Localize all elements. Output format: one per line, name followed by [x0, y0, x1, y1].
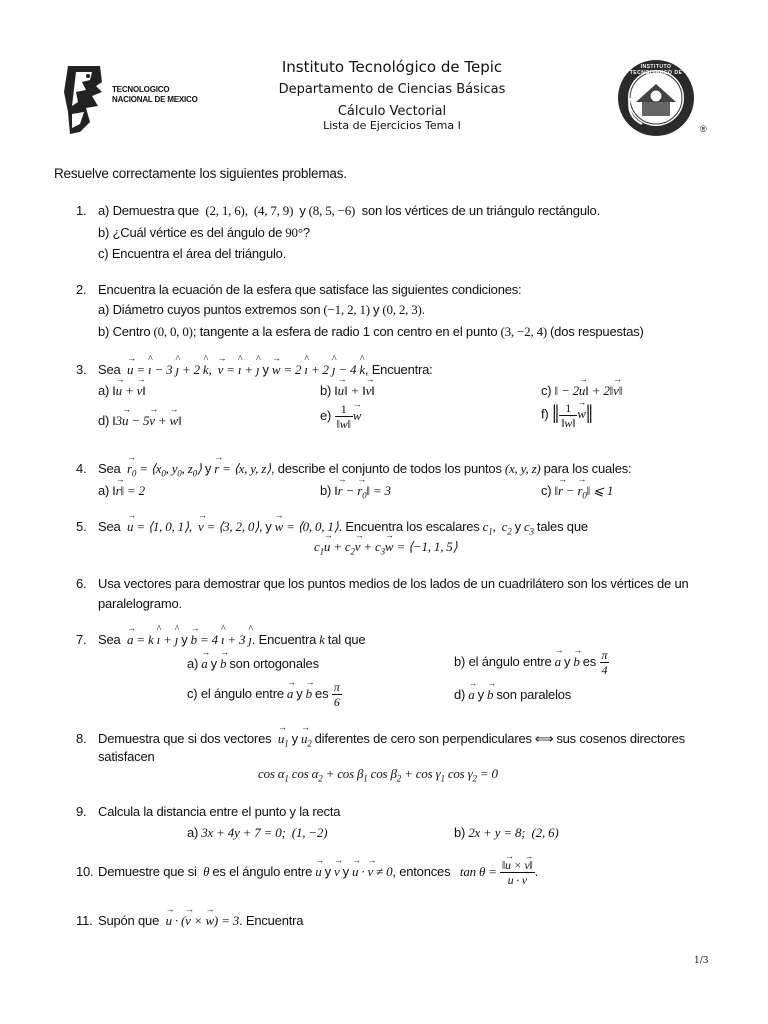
problem-number: 8.: [76, 731, 87, 746]
math: θ: [200, 863, 213, 879]
text: Sea: [98, 461, 121, 476]
math: (0, 2, 3).: [379, 302, 425, 317]
text: y: [262, 362, 269, 377]
math: (8, 5, −6): [305, 203, 359, 218]
math: (2, 1, 6), (4, 7, 9): [202, 203, 300, 218]
math: 3x + 4y + 7 = 0; (1, −2): [198, 825, 328, 840]
text: . Encuentra los escalares: [338, 519, 480, 534]
tecnm-logo: [58, 60, 198, 140]
text: es: [582, 653, 597, 669]
math: ‖: [585, 400, 593, 429]
math: → a = k ^ ı + ^ ȷ: [124, 632, 181, 647]
text: y: [204, 461, 212, 476]
math: → $u_1$: [275, 731, 292, 746]
math: ‖3→ u − 5→ v + → w‖: [109, 413, 181, 428]
text: a): [98, 483, 110, 498]
problem-3-b: [320, 383, 375, 399]
problem-4-b: [320, 483, 391, 501]
text: tal que: [327, 632, 366, 647]
text: a): [187, 825, 199, 840]
problem-8-equation: $\cos \alpha_1$ $\cos \alpha_2 + \cos \beta_1$ $\cos \beta_2 + \cos \gamma_1$ $\cos \gamma_2 = 0$: [258, 766, 498, 784]
text: . Encuentra: [239, 913, 304, 928]
text: y: [514, 519, 521, 534]
problem-1-line-a: [76, 203, 600, 219]
text: es: [315, 685, 329, 701]
text: c): [541, 483, 552, 498]
text: b): [320, 483, 332, 498]
problem-8-line-2: satisfacen: [98, 749, 155, 764]
problem-2-line-b: [98, 324, 644, 340]
text: , entonces: [392, 863, 451, 879]
math: → u = ⟨1, 0, 1⟩, → v = ⟨3, 2, 0⟩,: [124, 519, 265, 534]
institute-title: Instituto Tecnológico de Tepic: [281, 58, 503, 76]
text: b) ¿Cuál vértice es del ángulo de: [98, 225, 283, 240]
math: ‖→ u‖ + ‖→ v‖: [331, 383, 374, 398]
itt-seal: [614, 58, 710, 138]
math: → w = 2 ^ ı + 2 ^ ȷ − 4 ^ k: [269, 362, 365, 377]
text: ; tangente a la esfera de radio 1 con centro en el punto: [192, 324, 498, 339]
text: son paralelos: [496, 687, 572, 702]
math: → b: [303, 686, 315, 701]
fraction: $\frac{1}{‖\to w‖}$: [335, 402, 353, 431]
text: b): [454, 825, 466, 840]
fraction: $\frac{1}{‖\to w‖}$: [559, 401, 577, 430]
text: y: [372, 302, 380, 317]
math: ‖→ r − → $r_0‖$ ⩽ 1: [551, 483, 613, 498]
text: Demuestra que si dos vectores: [98, 731, 272, 746]
math: → w = ⟨0, 0, 1⟩: [272, 519, 339, 534]
problem-3-f: [541, 400, 593, 430]
problem-7-c: [187, 680, 342, 709]
problem-number: 4.: [76, 461, 87, 476]
math: 2x + y = 8; (2, 6): [465, 825, 559, 840]
problem-4-title: [76, 461, 631, 479]
math: ‖ − 2→ u‖ + 2‖→ v‖: [551, 383, 622, 398]
text: Sea: [98, 362, 121, 377]
problem-number: 10.: [76, 863, 94, 879]
math: ‖→ u + → v‖: [109, 383, 146, 398]
problem-6-line-2: paralelogramo.: [98, 596, 182, 611]
problem-number: 9.: [76, 804, 87, 819]
text: son los vértices de un triángulo rectángulo.: [361, 203, 600, 218]
text: y: [299, 203, 306, 218]
problem-7-b: [454, 648, 609, 677]
text: y: [291, 731, 298, 746]
text: tales que: [536, 519, 588, 534]
math: → w: [353, 408, 361, 423]
text: a): [187, 656, 199, 671]
text: d): [454, 687, 466, 702]
fraction: $\frac{\pi}{6}$: [333, 680, 340, 709]
problem-number: 11.: [76, 913, 93, 928]
math: → a: [465, 687, 477, 702]
text: y: [181, 632, 188, 647]
text: y: [477, 687, 484, 702]
math: tan θ =: [459, 863, 500, 879]
math: $c_1$, $c_2$: [479, 519, 512, 537]
problem-5-equation: $c_1\to u + c_2\to v + c_3\to w$ = ⟨−1, 1, 5⟩: [314, 539, 457, 557]
math: → b: [217, 656, 229, 671]
math: → $u_2$: [298, 731, 315, 746]
problem-1-line-b: b) ¿Cuál vértice es del ángulo de 90°?: [98, 225, 310, 240]
text: a) Diámetro cuyos puntos extremos son: [98, 302, 321, 317]
course-title: Cálculo Vectorial: [337, 104, 447, 119]
problem-8-line-1: [76, 731, 685, 749]
math: $c_3$: [520, 519, 534, 537]
problem-4-c: [541, 483, 613, 501]
text: para los cuales:: [543, 461, 632, 476]
problem-9-title: [76, 804, 340, 819]
text: Sea: [98, 519, 121, 534]
problem-1-line-c: c) Encuentra el área del triángulo.: [98, 246, 287, 261]
problem-3-e: [320, 402, 361, 431]
page-number: 1/3: [694, 956, 709, 966]
problem-3-a: [98, 383, 146, 399]
text: b) Centro: [98, 324, 151, 339]
text: Usa vectores para demostrar que los puntos medios de los lados de un cuadrilátero son los vértices de un: [98, 576, 689, 591]
problem-3-title: [76, 362, 433, 378]
text: y: [296, 685, 303, 701]
math: k: [316, 632, 328, 647]
math: → a: [198, 656, 210, 671]
text: y: [342, 863, 349, 879]
problem-11: [76, 913, 303, 929]
math: ‖→ r − → $r_0‖ = 3$: [331, 483, 391, 498]
problem-9-b: [454, 825, 559, 841]
text: d): [98, 413, 110, 428]
problem-2-title: [76, 282, 521, 297]
math: (3, −2, 4): [497, 324, 551, 339]
text: e): [320, 407, 332, 423]
math: → u = ^ ı − 3 ^ ȷ + 2 ^ k, → v = ^ ı + ^ ȷ: [124, 362, 263, 377]
math: → v: [331, 864, 343, 879]
problem-10: 10. Demuestre que si θ es el ángulo entre → u y → v y → u · → v ≠ 0, entonces tan θ = ‖→ u × → v‖ → u · → v .: [76, 858, 538, 887]
text: es el ángulo entre: [212, 863, 313, 879]
math: 90°: [282, 225, 303, 240]
text: b): [320, 383, 332, 398]
text: y: [210, 656, 217, 671]
text: , describe el conjunto de todos los puntos: [270, 461, 502, 476]
math: ⟺: [531, 731, 557, 746]
logo-text-line1: TECNOLOGICO: [112, 85, 170, 94]
math: (−1, 2, 1): [320, 302, 373, 317]
problem-number: 6.: [76, 576, 87, 591]
problem-number: 2.: [76, 282, 87, 297]
problem-number: 3.: [76, 362, 87, 377]
text: diferentes de cero son perpendiculares: [314, 731, 532, 746]
math: → w: [577, 406, 585, 421]
problem-7-a: [187, 656, 319, 672]
list-title: Lista de Ejercicios Tema I: [323, 119, 461, 132]
text: y: [564, 653, 571, 669]
math: ‖→ r‖ = 2: [109, 483, 145, 498]
text: Sea: [98, 632, 121, 647]
eagle-head-icon: [62, 62, 106, 136]
problem-number: 7.: [76, 632, 87, 647]
text: Demuestre que si: [98, 863, 197, 879]
math: → r = ⟨x, y, z⟩: [211, 461, 271, 476]
text: son ortogonales: [229, 656, 319, 671]
math: → u · (→ v × → w) = 3: [163, 913, 240, 928]
math: → u: [312, 864, 324, 879]
problem-9-a: [187, 825, 327, 841]
math: (x, y, z): [501, 461, 544, 476]
problem-4-a: [98, 483, 145, 499]
math: ‖: [551, 400, 560, 429]
problem-number: 1.: [76, 203, 87, 218]
math: → $r_0$ = $⟨x_0$, $y_0$, $z_0⟩$: [124, 461, 205, 476]
text: c) el ángulo entre: [187, 685, 284, 701]
text: Calcula la distancia entre el punto y la recta: [98, 804, 341, 819]
logo-text-line2: NACIONAL DE MEXICO: [112, 95, 198, 104]
fraction: ‖→ u × → v‖ → u · → v: [500, 858, 535, 887]
math: → a: [552, 654, 564, 669]
text: (dos respuestas): [550, 324, 644, 339]
math: → b: [484, 687, 496, 702]
math: → u · → v ≠ 0: [349, 864, 392, 879]
text: f): [541, 406, 549, 422]
department-title: Departamento de Ciencias Básicas: [278, 82, 506, 97]
text: Encuentra la ecuación de la esfera que satisface las siguientes condiciones:: [98, 282, 522, 297]
fraction: $\frac{\pi}{4}$: [601, 648, 608, 677]
text: a) Demuestra que: [98, 203, 199, 218]
text: b) el ángulo entre: [454, 653, 552, 669]
problem-3-d: [98, 413, 181, 429]
text: . Encuentra: [251, 632, 317, 647]
problem-number: 5.: [76, 519, 87, 534]
text: y: [324, 863, 331, 879]
text: sus cosenos directores: [556, 731, 685, 746]
problem-2-line-a: [98, 302, 425, 318]
problem-7-d: [454, 687, 571, 703]
math: → b = 4 ^ ı + 3 ^ ȷ: [188, 632, 252, 647]
text: Supón que: [98, 913, 160, 928]
math: → b: [570, 654, 582, 669]
math: (0, 0, 0): [150, 324, 193, 339]
text: , Encuentra:: [364, 362, 433, 377]
intro-text: Resuelve correctamente los siguientes problemas.: [54, 166, 347, 181]
registered-mark: ®: [700, 124, 707, 134]
seal-ring-text: INSTITUTO TECNOLOGICO DE TEPIC: [629, 64, 683, 82]
problem-6-line-1: [76, 576, 689, 591]
math: → a: [284, 686, 296, 701]
problem-7-title: [76, 632, 365, 648]
text: a): [98, 383, 110, 398]
text: y: [265, 519, 272, 534]
text: c): [541, 383, 552, 398]
